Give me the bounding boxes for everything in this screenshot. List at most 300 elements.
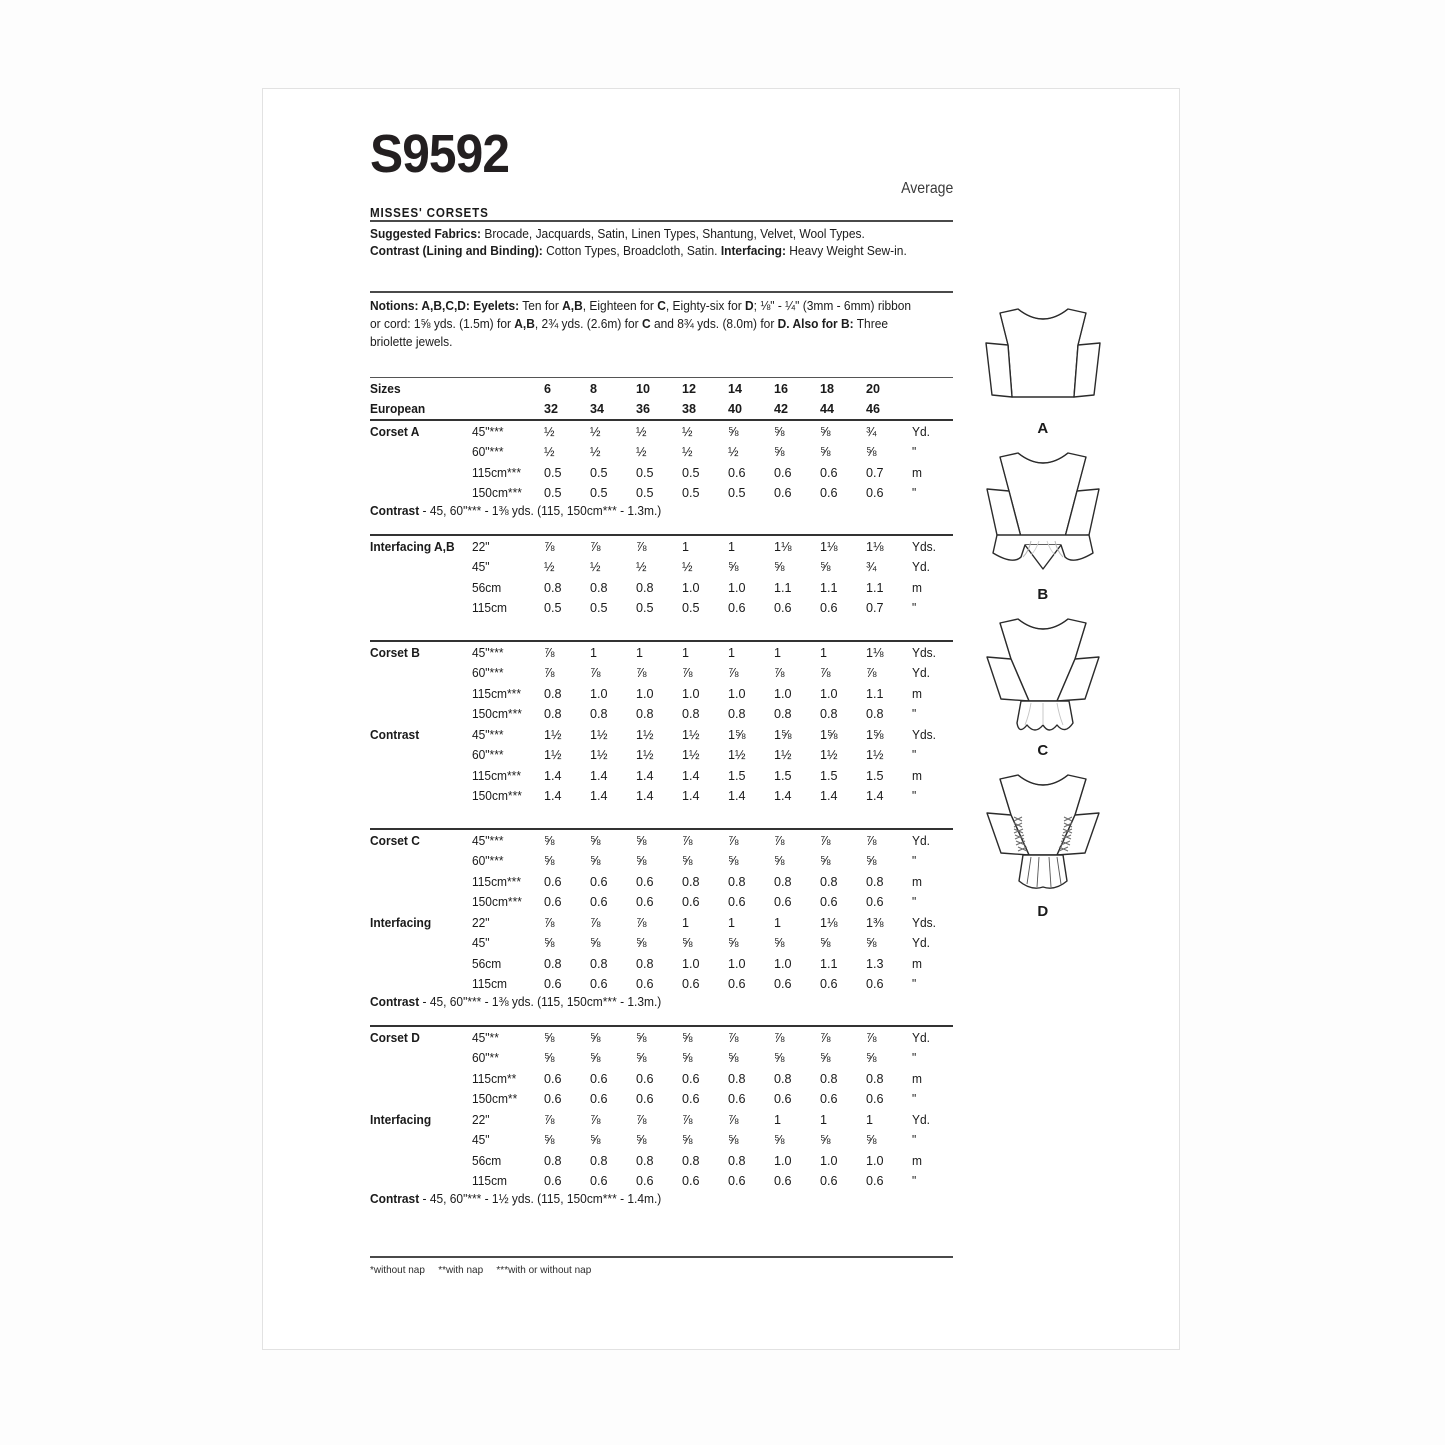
yardage-cell: 1.0 (682, 956, 700, 971)
yardage-cell: ⅞ (820, 666, 831, 681)
yardage-cell: ⅝ (590, 1030, 601, 1045)
footnote-three: ***with or without nap (496, 1264, 592, 1277)
table-row (370, 724, 954, 745)
interfacing-value: Heavy Weight Sew-in. (785, 244, 907, 259)
table-corset-a (370, 421, 954, 503)
yardage-cell: ⅝ (866, 1051, 877, 1066)
yardage-cell: ⅝ (728, 560, 739, 575)
yardage-cell: ⅞ (682, 1112, 693, 1127)
yardage-cell: 0.6 (682, 977, 700, 992)
table-row (370, 933, 954, 954)
european-row-cell: 36 (636, 402, 651, 417)
table-interfacing-ab (370, 536, 954, 618)
notions-view-ab-1: A,B (562, 298, 583, 313)
row-unit: m (912, 1071, 922, 1086)
row-fabric-width: 56cm (472, 956, 502, 971)
yardage-cell: ⅝ (544, 1051, 555, 1066)
yardage-cell: 0.6 (590, 977, 608, 992)
table-row (370, 1048, 954, 1069)
row-label: Corset A (370, 424, 420, 439)
yardage-cell: 0.6 (728, 465, 746, 480)
row-unit: Yd. (912, 936, 930, 951)
yardage-cell: ⅝ (682, 936, 693, 951)
row-fabric-width: 150cm** (472, 1092, 518, 1107)
yardage-cell: 0.8 (636, 707, 654, 722)
yardage-cell: 0.6 (682, 1174, 700, 1189)
yardage-cell: 0.6 (866, 1174, 884, 1189)
view-d-label: D (1037, 903, 1049, 920)
yardage-cell: 1.0 (590, 686, 608, 701)
table-row (370, 483, 954, 504)
row-label (370, 1130, 467, 1151)
yardage-cell: 1 (728, 539, 736, 554)
row-label (370, 1048, 467, 1069)
yardage-cell: ⅝ (774, 1133, 785, 1148)
yardage-cell: 0.6 (728, 1092, 746, 1107)
view-b (953, 445, 1133, 603)
yardage-cell: 0.8 (544, 1153, 562, 1168)
european-row-label: European (370, 402, 426, 417)
yardage-cell: ⅞ (544, 915, 555, 930)
yardage-cell: 0.6 (682, 895, 700, 910)
view-c (953, 611, 1133, 759)
yardage-cell: 0.6 (820, 465, 838, 480)
yardage-cell: ⅞ (636, 915, 647, 930)
yardage-cell: ⅝ (590, 1051, 601, 1066)
table-row (370, 1089, 954, 1110)
yardage-cell: 0.6 (774, 465, 792, 480)
yardage-cell: 0.8 (866, 874, 884, 889)
yardage-cell: ⅞ (590, 666, 601, 681)
row-label: Corset C (370, 833, 420, 848)
yardage-cell: ⅝ (820, 854, 831, 869)
table-row (370, 442, 954, 463)
yardage-cell: 1.0 (774, 686, 792, 701)
row-unit: Yds. (912, 645, 936, 660)
yardage-cell: ⅞ (544, 1112, 555, 1127)
row-label (370, 598, 467, 619)
contrast-note-value: - 45, 60"*** - 1⅜ yds. (115, 150cm*** - 1.3m.) (419, 504, 662, 519)
yardage-cell: ⅝ (774, 854, 785, 869)
row-fabric-width: 115cm (472, 1174, 508, 1189)
row-unit: " (912, 1051, 917, 1066)
yardage-cell: ⅝ (820, 1051, 831, 1066)
row-unit: Yd. (912, 1112, 930, 1127)
yardage-cell: ⅝ (682, 1051, 693, 1066)
yardage-cell: ⅝ (636, 1051, 647, 1066)
yardage-cell: 0.8 (682, 874, 700, 889)
sizes-row-cell: 18 (820, 381, 835, 396)
row-label (370, 704, 467, 725)
yardage-cell: 0.5 (544, 486, 562, 501)
yardage-cell: ⅞ (866, 1030, 877, 1045)
yardage-cell: ⅝ (728, 1051, 739, 1066)
row-label (370, 577, 467, 598)
yardage-cell: 1 (820, 1112, 828, 1127)
yardage-cell: 1½ (866, 748, 884, 763)
yardage-cell: ⅝ (682, 854, 693, 869)
yardage-cell: 1⅝ (866, 727, 884, 742)
row-fabric-width: 45"*** (472, 727, 504, 742)
yardage-cell: 0.6 (728, 601, 746, 616)
yardage-cell: 0.8 (636, 1153, 654, 1168)
row-unit: m (912, 465, 922, 480)
yardage-cell: 0.6 (544, 895, 562, 910)
yardage-cell: 1 (774, 915, 782, 930)
view-b-label: B (1037, 586, 1049, 603)
row-unit: " (912, 445, 917, 460)
yardage-cell: 1 (866, 1112, 874, 1127)
section-gap (370, 618, 953, 640)
row-fabric-width: 45" (472, 1133, 490, 1148)
table-row (370, 1109, 954, 1130)
yardage-cell: ⅞ (590, 915, 601, 930)
footnote-block (370, 1256, 953, 1276)
row-unit: " (912, 1174, 917, 1189)
yardage-cell: 1.4 (590, 768, 608, 783)
yardage-cell: 0.8 (820, 874, 838, 889)
notions-text (370, 298, 924, 352)
yardage-cell: ⅞ (728, 666, 739, 681)
yardage-cell: 0.6 (590, 1174, 608, 1189)
row-unit: Yds. (912, 915, 936, 930)
row-fabric-width: 115cm*** (472, 768, 521, 783)
yardage-cell: 1⅝ (820, 727, 838, 742)
yardage-cell: 0.8 (774, 707, 792, 722)
row-fabric-width: 150cm*** (472, 486, 522, 501)
yardage-cell: 1½ (728, 748, 746, 763)
yardage-cell: 0.6 (820, 1174, 838, 1189)
row-label (370, 786, 467, 807)
yardage-cell: 0.6 (866, 486, 884, 501)
sizes-row-cell: 10 (636, 381, 651, 396)
yardage-cell: 0.6 (866, 1092, 884, 1107)
table-row (370, 830, 954, 851)
yardage-cell: 0.6 (544, 1092, 562, 1107)
row-label: Interfacing (370, 915, 432, 930)
yardage-cell: 0.6 (820, 1092, 838, 1107)
yardage-cell: 0.6 (820, 486, 838, 501)
section-corset-c (370, 828, 953, 1025)
yardage-cell: ½ (544, 560, 555, 575)
yardage-cell: 0.6 (774, 486, 792, 501)
row-label (370, 483, 467, 504)
divider-above-footnote (370, 1256, 953, 1258)
row-unit: " (912, 854, 917, 869)
notions-view-c-2: C (641, 316, 651, 331)
table-row (370, 421, 954, 442)
yardage-cell: 0.8 (728, 1071, 746, 1086)
row-fabric-width: 56cm (472, 1153, 502, 1168)
view-d-technical-drawing (973, 767, 1113, 902)
yardage-cell: 1.4 (544, 768, 562, 783)
table-row (370, 462, 954, 483)
yardage-cell: 1½ (544, 748, 562, 763)
size-header-table (370, 378, 954, 419)
yardage-cell: 0.6 (728, 1174, 746, 1189)
yardage-cell: 0.5 (682, 486, 700, 501)
table-row (370, 953, 954, 974)
yardage-cell: ⅝ (636, 854, 647, 869)
row-unit: " (912, 1133, 917, 1148)
yardage-cell: ⅝ (728, 854, 739, 869)
yardage-cell: 0.6 (682, 1071, 700, 1086)
yardage-cell: ⅝ (590, 936, 601, 951)
table-row (370, 786, 954, 807)
section-gap (370, 1009, 953, 1025)
table-row (370, 1130, 954, 1151)
yardage-cell: ⅞ (544, 645, 555, 660)
notions-view-ab-2: A,B (514, 316, 535, 331)
row-unit: " (912, 895, 917, 910)
yardage-cell: 0.5 (544, 465, 562, 480)
yardage-cell: 1.4 (682, 789, 700, 804)
view-a-technical-drawing (978, 299, 1108, 419)
yardage-cell: 1 (682, 539, 690, 554)
table-row (370, 912, 954, 933)
footnote-one: *without nap (370, 1264, 425, 1277)
section-gap (370, 1206, 953, 1222)
yardage-cell: ⅞ (682, 833, 693, 848)
sizes-row-cell: 6 (544, 381, 552, 396)
contrast-note-corset-d (370, 1192, 924, 1206)
table-row (370, 851, 954, 872)
yardage-cell: ⅝ (636, 1133, 647, 1148)
row-fabric-width: 45" (472, 936, 490, 951)
yardage-cell: 1.0 (820, 1153, 838, 1168)
yardage-cell: 1.4 (636, 789, 654, 804)
yardage-cell: 0.6 (590, 1092, 608, 1107)
yardage-cell: ⅝ (774, 445, 785, 460)
row-fabric-width: 115cm*** (472, 465, 521, 480)
yardage-cell: 1.4 (682, 768, 700, 783)
row-unit: " (912, 977, 917, 992)
row-label (370, 557, 467, 578)
yardage-cell: ⅝ (590, 1133, 601, 1148)
yardage-cell: 0.6 (544, 874, 562, 889)
yardage-cell: ⅝ (866, 445, 877, 460)
yardage-cell: 0.6 (728, 977, 746, 992)
yardage-cell: 1.1 (820, 580, 838, 595)
table-row (370, 683, 954, 704)
yardage-cell: 1.0 (774, 1153, 792, 1168)
yardage-cell: 0.8 (544, 580, 562, 595)
yardage-cell: 1.4 (774, 789, 792, 804)
yardage-cell: 0.8 (682, 707, 700, 722)
pattern-envelope-page (262, 88, 1180, 1350)
notions-t5: , 2¾ yds. (2.6m) for (534, 316, 642, 331)
contrast-note-label: Contrast (370, 1192, 420, 1207)
table-row (370, 1027, 954, 1048)
suggested-fabrics-text (370, 226, 924, 261)
notions-view-c-1: C (657, 298, 666, 313)
yardage-cell: ⅞ (728, 1030, 739, 1045)
notions-t3: , Eighty-six for (665, 298, 746, 313)
yardage-cell: ⅞ (774, 1030, 785, 1045)
yardage-cell: ⅝ (544, 1030, 555, 1045)
view-a-label: A (1037, 420, 1049, 437)
yardage-cell: ⅞ (682, 666, 693, 681)
row-label (370, 442, 467, 463)
yardage-cell: 1.0 (728, 686, 746, 701)
yardage-cell: ⅞ (774, 666, 785, 681)
row-label (370, 1171, 467, 1192)
yardage-cell: 0.6 (774, 1092, 792, 1107)
table-row (370, 745, 954, 766)
row-label: Interfacing (370, 1112, 432, 1127)
row-label (370, 974, 467, 995)
yardage-cell: ⅝ (866, 1133, 877, 1148)
yardage-cell: 1⅜ (866, 915, 884, 930)
row-label (370, 892, 467, 913)
yardage-cell: 0.8 (820, 1071, 838, 1086)
yardage-cell: 0.6 (636, 1174, 654, 1189)
yardage-cell: 1⅛ (820, 539, 838, 554)
yardage-cell: 1 (728, 645, 736, 660)
european-row (370, 399, 954, 420)
row-fabric-width: 60"*** (472, 445, 504, 460)
yardage-cell: 1.4 (820, 789, 838, 804)
yardage-cell: 1 (774, 645, 782, 660)
sizes-row-cell: 14 (728, 381, 743, 396)
yardage-cell: ½ (590, 424, 601, 439)
yardage-cell: 0.8 (866, 707, 884, 722)
yardage-cell: 0.8 (590, 580, 608, 595)
yardage-cell: ⅝ (636, 936, 647, 951)
yardage-cell: 1 (682, 915, 690, 930)
yardage-cell: ⅞ (636, 539, 647, 554)
yardage-cell: 0.6 (590, 1071, 608, 1086)
row-label (370, 765, 467, 786)
row-label: Corset B (370, 645, 420, 660)
yardage-cell: 0.5 (544, 601, 562, 616)
yardage-cell: ⅞ (728, 1112, 739, 1127)
european-row-cell: 46 (866, 402, 881, 417)
yardage-cell: ⅝ (682, 1133, 693, 1148)
row-fabric-width: 60"*** (472, 748, 504, 763)
notions-view-d-1: D (745, 298, 754, 313)
contrast-note-corset-a (370, 504, 924, 518)
row-label (370, 683, 467, 704)
yardage-cell: 1.0 (728, 956, 746, 971)
row-unit: Yd. (912, 424, 930, 439)
table-row (370, 663, 954, 684)
notions-t6: and 8¾ yds. (8.0m) for (650, 316, 778, 331)
yardage-cell: ½ (636, 424, 647, 439)
yardage-cell: 0.6 (682, 1092, 700, 1107)
yardage-cell: 0.8 (728, 707, 746, 722)
row-fabric-width: 115cm (472, 977, 508, 992)
row-label (370, 933, 467, 954)
yardage-cell: 0.6 (774, 1174, 792, 1189)
yardage-cell: 0.6 (820, 601, 838, 616)
footnote-two: **with nap (438, 1264, 484, 1277)
yardage-cell: 1½ (636, 748, 654, 763)
yardage-cell: 1½ (682, 727, 700, 742)
european-row-cell: 42 (774, 402, 789, 417)
yardage-cell: 0.6 (866, 895, 884, 910)
yardage-cell: 1⅛ (866, 539, 884, 554)
yardage-cell: ⅞ (636, 1112, 647, 1127)
yardage-cell: 1½ (774, 748, 792, 763)
yardage-cell: ⅞ (820, 1030, 831, 1045)
yardage-cell: 1 (682, 645, 690, 660)
section-gap (370, 518, 953, 534)
yardage-cell: 0.6 (774, 977, 792, 992)
european-row-unit (912, 399, 952, 420)
yardage-cell: 0.6 (820, 895, 838, 910)
yardage-cell: 1½ (682, 748, 700, 763)
european-row-cell: 32 (544, 402, 559, 417)
yardage-cell: 0.6 (820, 977, 838, 992)
yardage-cell: 0.6 (544, 1071, 562, 1086)
yardage-cell: 0.6 (636, 895, 654, 910)
yardage-cell: 1.4 (544, 789, 562, 804)
suggested-fabrics-label: Suggested Fabrics: (370, 227, 482, 241)
european-row-cell: 44 (820, 402, 835, 417)
yardage-cell: 0.6 (774, 895, 792, 910)
yardage-cell: 0.6 (590, 874, 608, 889)
yardage-cell: 0.8 (728, 1153, 746, 1168)
yardage-cell: 1 (728, 915, 736, 930)
yardage-cell: ⅝ (728, 424, 739, 439)
row-label: Contrast (370, 727, 420, 742)
row-unit: m (912, 686, 922, 701)
section-interfacing-ab (370, 534, 953, 640)
row-unit: m (912, 580, 922, 595)
yardage-cell: 0.6 (544, 977, 562, 992)
yardage-cell: 0.8 (774, 874, 792, 889)
yardage-cell: 0.5 (636, 601, 654, 616)
contrast-fabrics-value: Cotton Types, Broadcloth, Satin. (542, 244, 721, 259)
yardage-cell: 0.5 (590, 465, 608, 480)
yardage-cell: 1⅛ (866, 645, 884, 660)
table-row (370, 598, 954, 619)
contrast-fabrics-label: Contrast (Lining and Binding): (370, 244, 543, 259)
suggested-fabrics-value: Brocade, Jacquards, Satin, Linen Types, Shantung, Velvet, Wool Types. (481, 227, 865, 241)
yardage-cell: ⅞ (820, 833, 831, 848)
row-unit: m (912, 768, 922, 783)
row-fabric-width: 45"*** (472, 424, 504, 439)
yardage-cell: ⅞ (590, 539, 601, 554)
yardage-cell: 1.0 (820, 686, 838, 701)
yardage-cell: 1½ (636, 727, 654, 742)
notions-t4: ; ⅛" - ¼" (3mm - 6mm) ribbon or cord: 1⅝ yds. (1.5m) for (370, 298, 912, 331)
yardage-cell: ⅝ (544, 854, 555, 869)
notions-block (370, 291, 953, 352)
sizes-row-width (472, 378, 540, 399)
yardage-cell: 0.6 (728, 895, 746, 910)
yardage-cell: 1.0 (636, 686, 654, 701)
yardage-cell: ⅝ (544, 833, 555, 848)
row-fabric-width: 60"** (472, 1051, 499, 1066)
row-label (370, 663, 467, 684)
yardage-cell: ½ (544, 424, 555, 439)
yardage-cell: ½ (590, 445, 601, 460)
yardage-cell: ½ (636, 445, 647, 460)
yardage-cell: 1⅝ (774, 727, 792, 742)
row-label (370, 871, 467, 892)
yardage-cell: 1.1 (774, 580, 792, 595)
row-label (370, 1150, 467, 1171)
yardage-cell: 0.5 (636, 486, 654, 501)
difficulty-level: Average (900, 180, 953, 197)
yardage-cell: 0.8 (544, 686, 562, 701)
section-corset-d (370, 1025, 953, 1222)
yardage-cell: ⅞ (636, 666, 647, 681)
yardage-cell: 1.1 (866, 580, 884, 595)
yardage-cell: ⅝ (544, 1133, 555, 1148)
